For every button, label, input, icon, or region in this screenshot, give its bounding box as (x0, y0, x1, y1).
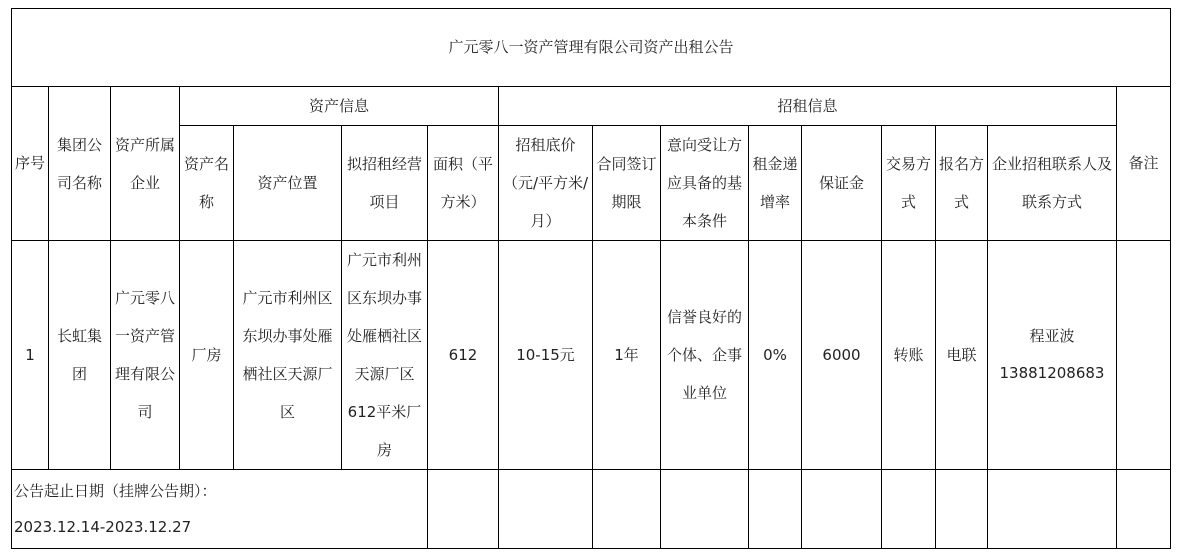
period-value: 2023.12.14-2023.12.27 (14, 518, 192, 536)
col-header-conditions: 意向受让方应具备的基本条件 (666, 136, 742, 230)
lease-info-header: 招租信息 (777, 96, 838, 115)
col-header-contact: 企业招租联系人及联系方式 (991, 155, 1112, 211)
cell-project: 广元市利州区东坝办事处雁栖社区天源厂区612平米厂房 (346, 251, 422, 459)
col-header-owner: 资产所属企业 (114, 135, 175, 192)
contact-phone: 13881208683 (999, 364, 1105, 382)
col-header-location: 资产位置 (257, 173, 318, 192)
col-header-base-price: 招租底价（元/平方米/月） (502, 136, 589, 230)
col-header-term: 合同签订期限 (596, 155, 657, 211)
col-header-deposit: 保证金 (818, 173, 864, 192)
cell-asset-name: 厂房 (191, 345, 222, 364)
cell-area: 612 (448, 345, 478, 364)
cell-signup: 电联 (946, 345, 977, 364)
cell-index: 1 (25, 345, 35, 364)
col-header-increase: 租金递增率 (752, 155, 798, 211)
col-header-area: 面积（平方米） (432, 155, 493, 211)
cell-deposit: 6000 (822, 345, 861, 364)
announcement-period (12, 470, 492, 548)
col-header-signup: 报名方式 (939, 155, 985, 211)
cell-payment: 转账 (893, 345, 924, 364)
page-title: 广元零八一资产管理有限公司资产出租公告 (448, 38, 734, 56)
col-header-asset-name: 资产名称 (183, 155, 229, 211)
col-header-payment: 交易方式 (885, 155, 931, 211)
cell-term: 1年 (614, 345, 639, 364)
cell-contact (988, 241, 1116, 469)
cell-owner: 广元零八一资产管理有限公司 (114, 289, 175, 421)
col-header-project: 拟招租经营项目 (346, 155, 422, 211)
asset-info-header: 资产信息 (308, 96, 369, 115)
col-header-remark: 备注 (1128, 154, 1159, 172)
cell-location: 广元市利州区东坝办事处雁栖社区天源厂区 (242, 289, 333, 421)
col-header-group-name: 集团公司名称 (56, 135, 102, 192)
cell-conditions: 信誉良好的个体、企事业单位 (666, 308, 742, 402)
contact-name: 程亚波 (1029, 327, 1075, 345)
cell-group-name: 长虹集团 (56, 327, 102, 383)
period-label: 公告起止日期（挂牌公告期）： (14, 482, 217, 500)
col-header-index: 序号 (14, 154, 45, 172)
cell-base-price: 10-15元 (516, 345, 575, 364)
cell-increase: 0% (763, 345, 787, 364)
cell-remark (1117, 241, 1170, 469)
